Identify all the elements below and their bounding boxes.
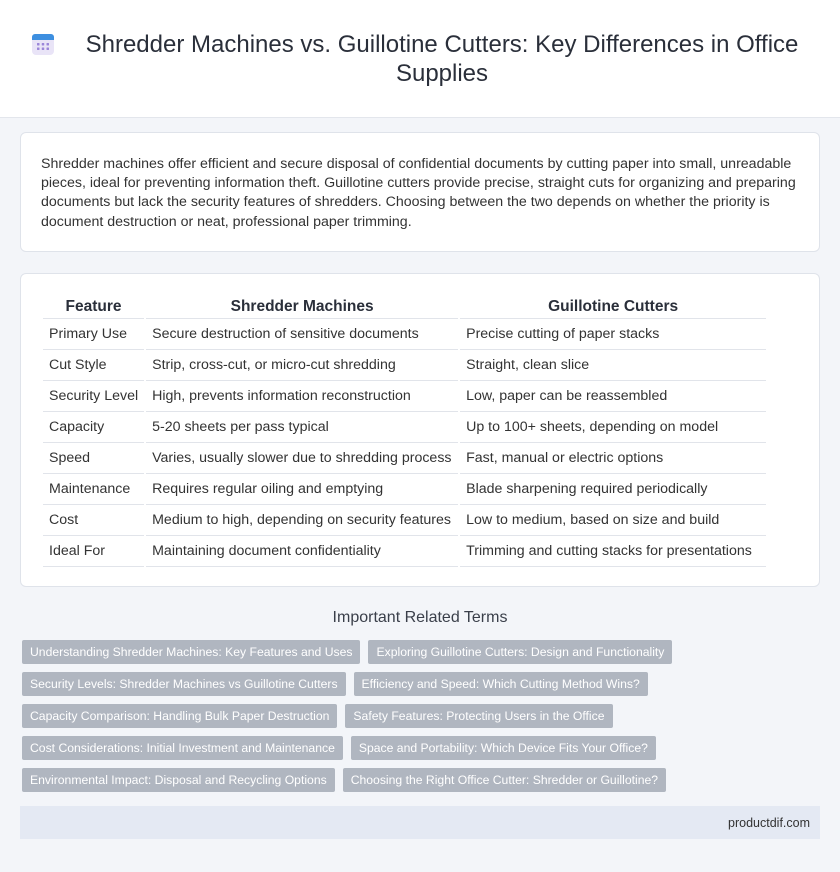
table-row bbox=[43, 443, 766, 474]
related-tag[interactable]: Cost Considerations: Initial Investment and Maintenance bbox=[22, 736, 343, 760]
cell-shredder: Medium to high, depending on security features bbox=[146, 505, 458, 536]
cell-feature: Security Level bbox=[43, 381, 144, 412]
related-tag[interactable]: Environmental Impact: Disposal and Recycling Options bbox=[22, 768, 335, 792]
table-row bbox=[43, 505, 766, 536]
related-tag[interactable]: Efficiency and Speed: Which Cutting Method Wins? bbox=[354, 672, 648, 696]
cell-guillotine: Low, paper can be reassembled bbox=[460, 381, 766, 412]
footer-site[interactable]: productdif.com bbox=[728, 815, 810, 830]
cell-shredder: Varies, usually slower due to shredding process bbox=[146, 443, 458, 474]
summary-text: Shredder machines offer efficient and secure disposal of confidential documents by cutting paper into small, unreadable pieces, ideal for preventing information theft. Guillotine cutters provide precise, straight cuts for organizing and preparing documents but lack the security features of shredders. Choosing between the two depends on whether the priority is document destruction or neat, professional paper trimming. bbox=[41, 156, 796, 230]
footer bbox=[20, 806, 820, 839]
cell-guillotine: Up to 100+ sheets, depending on model bbox=[460, 412, 766, 443]
related-tag[interactable]: Choosing the Right Office Cutter: Shredder or Guillotine? bbox=[343, 768, 666, 792]
page-title: Shredder Machines vs. Guillotine Cutters: Key Differences in Office Supplies bbox=[85, 30, 799, 87]
page-header bbox=[0, 0, 840, 118]
cell-guillotine: Blade sharpening required periodically bbox=[460, 474, 766, 505]
comparison-table bbox=[41, 294, 768, 567]
header-guillotine: Guillotine Cutters bbox=[460, 294, 766, 319]
related-tag[interactable]: Safety Features: Protecting Users in the Office bbox=[345, 704, 612, 728]
table-row bbox=[43, 319, 766, 350]
table-body bbox=[43, 319, 766, 567]
header-inner bbox=[30, 30, 810, 88]
cell-feature: Capacity bbox=[43, 412, 144, 443]
comparison-card bbox=[20, 273, 820, 587]
cell-guillotine: Trimming and cutting stacks for presentations bbox=[460, 536, 766, 567]
related-tag[interactable]: Capacity Comparison: Handling Bulk Paper Destruction bbox=[22, 704, 337, 728]
cell-guillotine: Fast, manual or electric options bbox=[460, 443, 766, 474]
cell-shredder: Maintaining document confidentiality bbox=[146, 536, 458, 567]
cell-shredder: Secure destruction of sensitive documents bbox=[146, 319, 458, 350]
cell-feature: Cost bbox=[43, 505, 144, 536]
table-header-row bbox=[43, 294, 766, 319]
related-tag[interactable]: Security Levels: Shredder Machines vs Guillotine Cutters bbox=[22, 672, 346, 696]
header-shredder: Shredder Machines bbox=[146, 294, 458, 319]
table-row bbox=[43, 381, 766, 412]
header-feature: Feature bbox=[43, 294, 144, 319]
related-tag[interactable]: Space and Portability: Which Device Fits Your Office? bbox=[351, 736, 656, 760]
cell-guillotine: Precise cutting of paper stacks bbox=[460, 319, 766, 350]
cell-feature: Cut Style bbox=[43, 350, 144, 381]
related-tag[interactable]: Understanding Shredder Machines: Key Features and Uses bbox=[22, 640, 360, 664]
cell-feature: Maintenance bbox=[43, 474, 144, 505]
related-tag[interactable]: Exploring Guillotine Cutters: Design and Functionality bbox=[368, 640, 672, 664]
cell-shredder: Requires regular oiling and emptying bbox=[146, 474, 458, 505]
related-tags bbox=[22, 640, 722, 792]
cell-guillotine: Low to medium, based on size and build bbox=[460, 505, 766, 536]
cell-feature: Primary Use bbox=[43, 319, 144, 350]
cell-shredder: Strip, cross-cut, or micro-cut shredding bbox=[146, 350, 458, 381]
calendar-icon bbox=[30, 31, 56, 57]
table-row bbox=[43, 536, 766, 567]
table-row bbox=[43, 412, 766, 443]
table-row bbox=[43, 474, 766, 505]
cell-feature: Ideal For bbox=[43, 536, 144, 567]
cell-feature: Speed bbox=[43, 443, 144, 474]
cell-shredder: High, prevents information reconstruction bbox=[146, 381, 458, 412]
related-terms-title: Important Related Terms bbox=[332, 609, 508, 626]
cell-guillotine: Straight, clean slice bbox=[460, 350, 766, 381]
summary-card bbox=[20, 132, 820, 252]
table-row bbox=[43, 350, 766, 381]
cell-shredder: 5-20 sheets per pass typical bbox=[146, 412, 458, 443]
